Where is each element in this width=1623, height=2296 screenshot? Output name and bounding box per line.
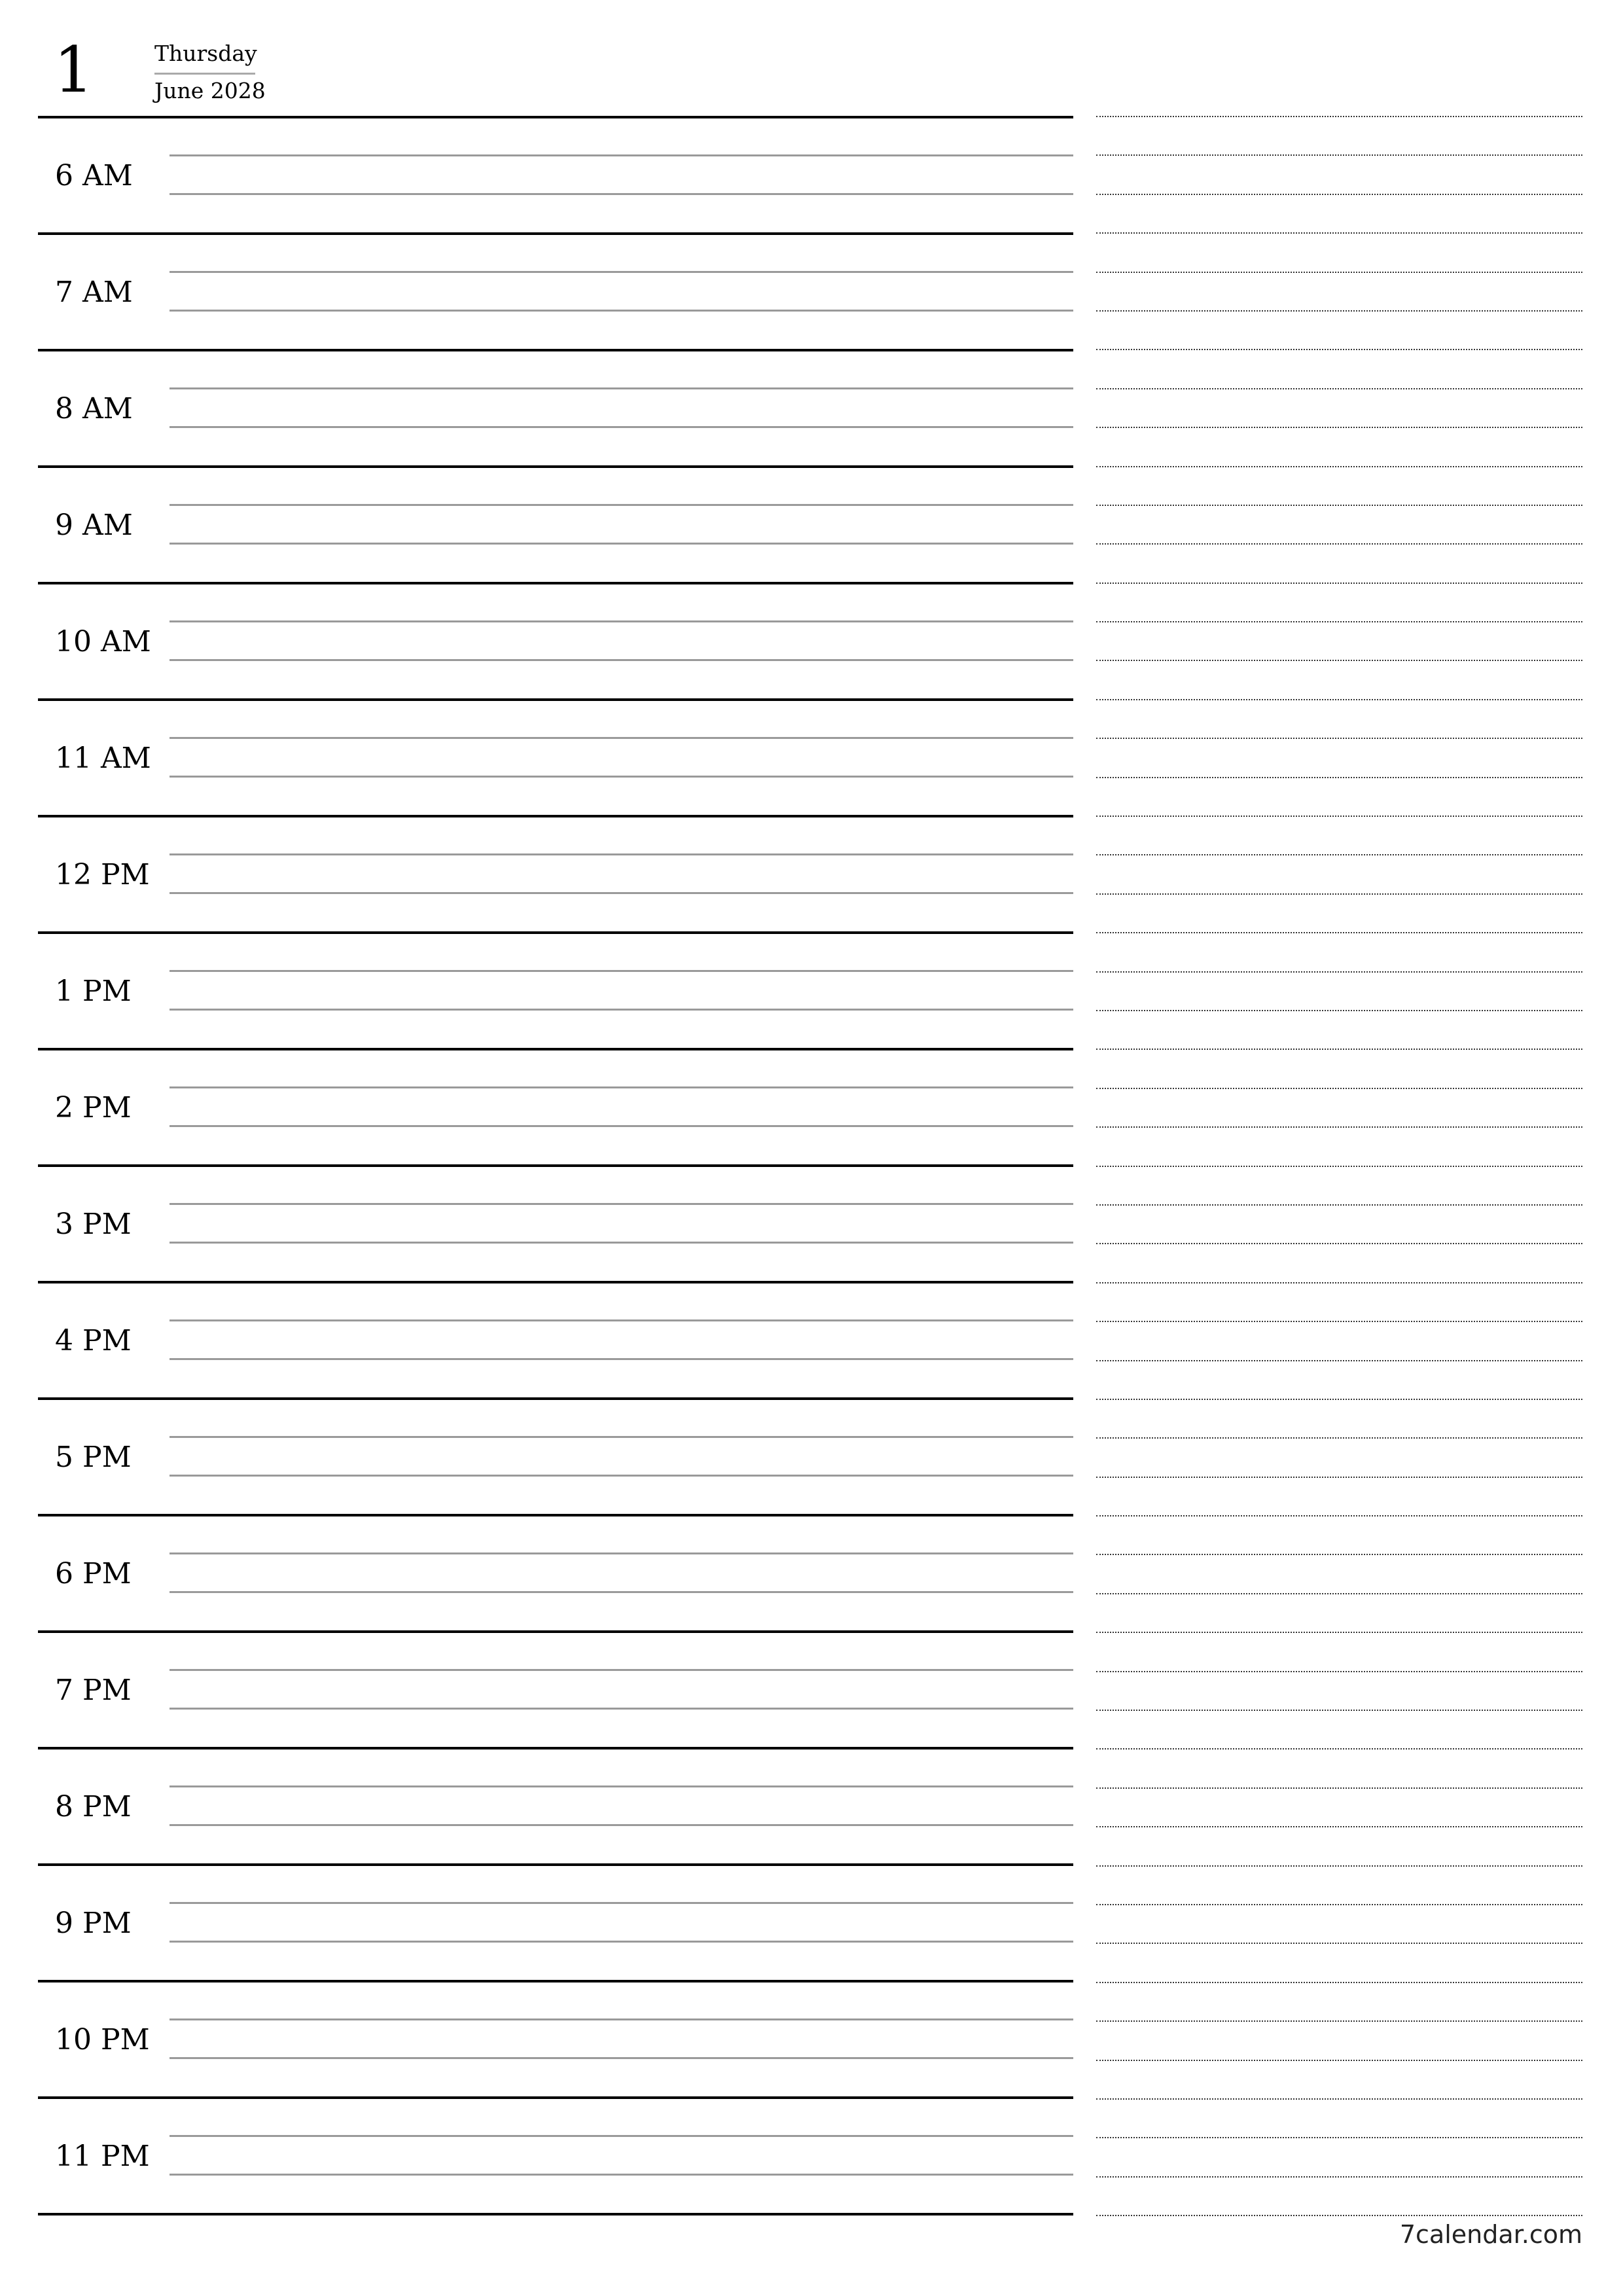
hour-row bbox=[38, 815, 1073, 931]
writing-line[interactable] bbox=[169, 193, 1073, 195]
dotted-note-line[interactable] bbox=[1096, 1671, 1582, 1710]
site-brand: 7calendar.com bbox=[1399, 2220, 1582, 2249]
hour-row bbox=[38, 2096, 1073, 2213]
writing-line[interactable] bbox=[169, 1319, 1073, 1321]
dotted-note-line[interactable] bbox=[1096, 1282, 1582, 1321]
writing-line[interactable] bbox=[169, 387, 1073, 389]
hour-label: 3 PM bbox=[55, 1207, 132, 1241]
hour-label: 11 PM bbox=[55, 2139, 150, 2173]
hour-row bbox=[38, 698, 1073, 815]
dotted-note-line[interactable] bbox=[1096, 543, 1582, 582]
dotted-note-line[interactable] bbox=[1096, 1321, 1582, 1359]
writing-line[interactable] bbox=[169, 504, 1073, 506]
dotted-note-line[interactable] bbox=[1096, 2137, 1582, 2176]
writing-line[interactable] bbox=[169, 776, 1073, 778]
dotted-note-line[interactable] bbox=[1096, 971, 1582, 1010]
dotted-note-line[interactable] bbox=[1096, 816, 1582, 854]
dotted-note-line[interactable] bbox=[1096, 1748, 1582, 1787]
writing-line[interactable] bbox=[169, 853, 1073, 855]
hour-row bbox=[38, 116, 1073, 232]
writing-line[interactable] bbox=[169, 1941, 1073, 1943]
dotted-note-line[interactable] bbox=[1096, 116, 1582, 154]
writing-line[interactable] bbox=[169, 271, 1073, 273]
dotted-note-line[interactable] bbox=[1096, 777, 1582, 816]
month-year-label: June 2028 bbox=[154, 78, 266, 103]
weekday-label: Thursday bbox=[154, 41, 257, 66]
hour-row bbox=[38, 1514, 1073, 1630]
dotted-note-line[interactable] bbox=[1096, 2098, 1582, 2137]
writing-line[interactable] bbox=[169, 1125, 1073, 1127]
dotted-note-line[interactable] bbox=[1096, 1515, 1582, 1554]
writing-line[interactable] bbox=[169, 970, 1073, 972]
dotted-note-line[interactable] bbox=[1096, 621, 1582, 660]
writing-line[interactable] bbox=[169, 1902, 1073, 1904]
writing-line[interactable] bbox=[169, 1203, 1073, 1205]
dotted-note-line[interactable] bbox=[1096, 1787, 1582, 1826]
hour-label: 6 AM bbox=[55, 158, 133, 192]
dotted-note-line[interactable] bbox=[1096, 2060, 1582, 2098]
hour-row bbox=[38, 1164, 1073, 1281]
writing-line[interactable] bbox=[169, 1708, 1073, 1710]
hour-row bbox=[38, 1281, 1073, 1397]
hour-label: 7 AM bbox=[55, 275, 133, 309]
hour-row bbox=[38, 1397, 1073, 1514]
hour-row bbox=[38, 1980, 1073, 2096]
writing-line[interactable] bbox=[169, 1086, 1073, 1088]
writing-line[interactable] bbox=[169, 1552, 1073, 1554]
hour-label: 5 PM bbox=[55, 1440, 132, 1474]
hour-label: 2 PM bbox=[55, 1090, 132, 1124]
dotted-note-line[interactable] bbox=[1096, 1088, 1582, 1126]
writing-line[interactable] bbox=[169, 543, 1073, 545]
dotted-note-line[interactable] bbox=[1096, 1477, 1582, 1515]
dotted-note-line[interactable] bbox=[1096, 466, 1582, 505]
dotted-note-line[interactable] bbox=[1096, 660, 1582, 698]
writing-line[interactable] bbox=[169, 1669, 1073, 1671]
writing-line[interactable] bbox=[169, 310, 1073, 312]
dotted-note-line[interactable] bbox=[1096, 1166, 1582, 1204]
dotted-note-line[interactable] bbox=[1096, 1204, 1582, 1243]
dotted-note-line[interactable] bbox=[1096, 1632, 1582, 1670]
writing-line[interactable] bbox=[169, 2018, 1073, 2020]
hour-label: 10 PM bbox=[55, 2022, 150, 2056]
writing-line[interactable] bbox=[169, 2057, 1073, 2059]
dotted-note-line[interactable] bbox=[1096, 1049, 1582, 1087]
dotted-note-line[interactable] bbox=[1096, 932, 1582, 971]
hour-row bbox=[38, 349, 1073, 465]
hour-label: 8 AM bbox=[55, 391, 133, 425]
writing-line[interactable] bbox=[169, 2135, 1073, 2137]
hour-label: 9 AM bbox=[55, 508, 133, 542]
hour-row bbox=[38, 931, 1073, 1048]
dotted-note-line[interactable] bbox=[1096, 854, 1582, 893]
dotted-note-line[interactable] bbox=[1096, 349, 1582, 387]
dotted-note-line[interactable] bbox=[1096, 893, 1582, 932]
dotted-note-line[interactable] bbox=[1096, 583, 1582, 621]
dotted-note-line[interactable] bbox=[1096, 1126, 1582, 1165]
writing-line[interactable] bbox=[169, 1475, 1073, 1477]
hour-row bbox=[38, 232, 1073, 349]
dotted-note-line[interactable] bbox=[1096, 1360, 1582, 1399]
dotted-note-line[interactable] bbox=[1096, 1826, 1582, 1865]
dotted-note-line[interactable] bbox=[1096, 2215, 1582, 2216]
writing-line[interactable] bbox=[169, 659, 1073, 661]
dotted-note-line[interactable] bbox=[1096, 232, 1582, 271]
writing-line[interactable] bbox=[169, 1009, 1073, 1011]
hour-row bbox=[38, 582, 1073, 698]
dotted-note-line[interactable] bbox=[1096, 1943, 1582, 1981]
dotted-note-line[interactable] bbox=[1096, 1982, 1582, 2020]
dotted-note-line[interactable] bbox=[1096, 505, 1582, 543]
dotted-note-line[interactable] bbox=[1096, 1904, 1582, 1943]
hour-label: 12 PM bbox=[55, 857, 150, 891]
hour-label: 4 PM bbox=[55, 1323, 132, 1357]
hour-label: 8 PM bbox=[55, 1789, 132, 1823]
date-divider bbox=[154, 73, 255, 75]
hourly-schedule bbox=[38, 116, 1073, 2215]
dotted-note-line[interactable] bbox=[1096, 1554, 1582, 1592]
dotted-note-line[interactable] bbox=[1096, 1437, 1582, 1476]
dotted-note-line[interactable] bbox=[1096, 1010, 1582, 1049]
dotted-note-line[interactable] bbox=[1096, 1865, 1582, 1904]
dotted-note-line[interactable] bbox=[1096, 310, 1582, 349]
dotted-note-line[interactable] bbox=[1096, 1710, 1582, 1748]
writing-line[interactable] bbox=[169, 426, 1073, 428]
writing-line[interactable] bbox=[169, 737, 1073, 739]
writing-line[interactable] bbox=[169, 1785, 1073, 1787]
writing-line[interactable] bbox=[169, 1824, 1073, 1826]
dotted-note-line[interactable] bbox=[1096, 1399, 1582, 1437]
hour-label: 7 PM bbox=[55, 1673, 132, 1707]
writing-line[interactable] bbox=[169, 1242, 1073, 1244]
day-number: 1 bbox=[54, 33, 94, 107]
dotted-note-line[interactable] bbox=[1096, 1243, 1582, 1282]
dotted-note-line[interactable] bbox=[1096, 2176, 1582, 2215]
writing-line[interactable] bbox=[169, 620, 1073, 622]
dotted-note-line[interactable] bbox=[1096, 154, 1582, 193]
notes-column bbox=[1096, 116, 1582, 2216]
hour-label: 11 AM bbox=[55, 741, 151, 775]
hour-row bbox=[38, 1048, 1073, 1164]
dotted-note-line[interactable] bbox=[1096, 699, 1582, 738]
writing-line[interactable] bbox=[169, 1358, 1073, 1360]
hour-label: 9 PM bbox=[55, 1906, 132, 1940]
dotted-note-line[interactable] bbox=[1096, 427, 1582, 465]
dotted-note-line[interactable] bbox=[1096, 388, 1582, 427]
writing-line[interactable] bbox=[169, 2174, 1073, 2176]
hour-label: 10 AM bbox=[55, 624, 151, 658]
dotted-note-line[interactable] bbox=[1096, 738, 1582, 776]
hour-row bbox=[38, 465, 1073, 582]
dotted-note-line[interactable] bbox=[1096, 272, 1582, 310]
dotted-note-line[interactable] bbox=[1096, 2020, 1582, 2059]
hour-row bbox=[38, 1863, 1073, 1980]
writing-line[interactable] bbox=[169, 1436, 1073, 1438]
hour-row bbox=[38, 1747, 1073, 1863]
dotted-note-line[interactable] bbox=[1096, 1593, 1582, 1632]
dotted-note-line[interactable] bbox=[1096, 194, 1582, 232]
hour-row bbox=[38, 1630, 1073, 1747]
planner-header bbox=[0, 0, 1623, 118]
writing-line[interactable] bbox=[169, 154, 1073, 156]
writing-line[interactable] bbox=[169, 1591, 1073, 1593]
writing-line[interactable] bbox=[169, 892, 1073, 894]
schedule-bottom-rule bbox=[38, 2213, 1073, 2215]
hour-label: 1 PM bbox=[55, 974, 132, 1008]
hour-label: 6 PM bbox=[55, 1556, 132, 1590]
